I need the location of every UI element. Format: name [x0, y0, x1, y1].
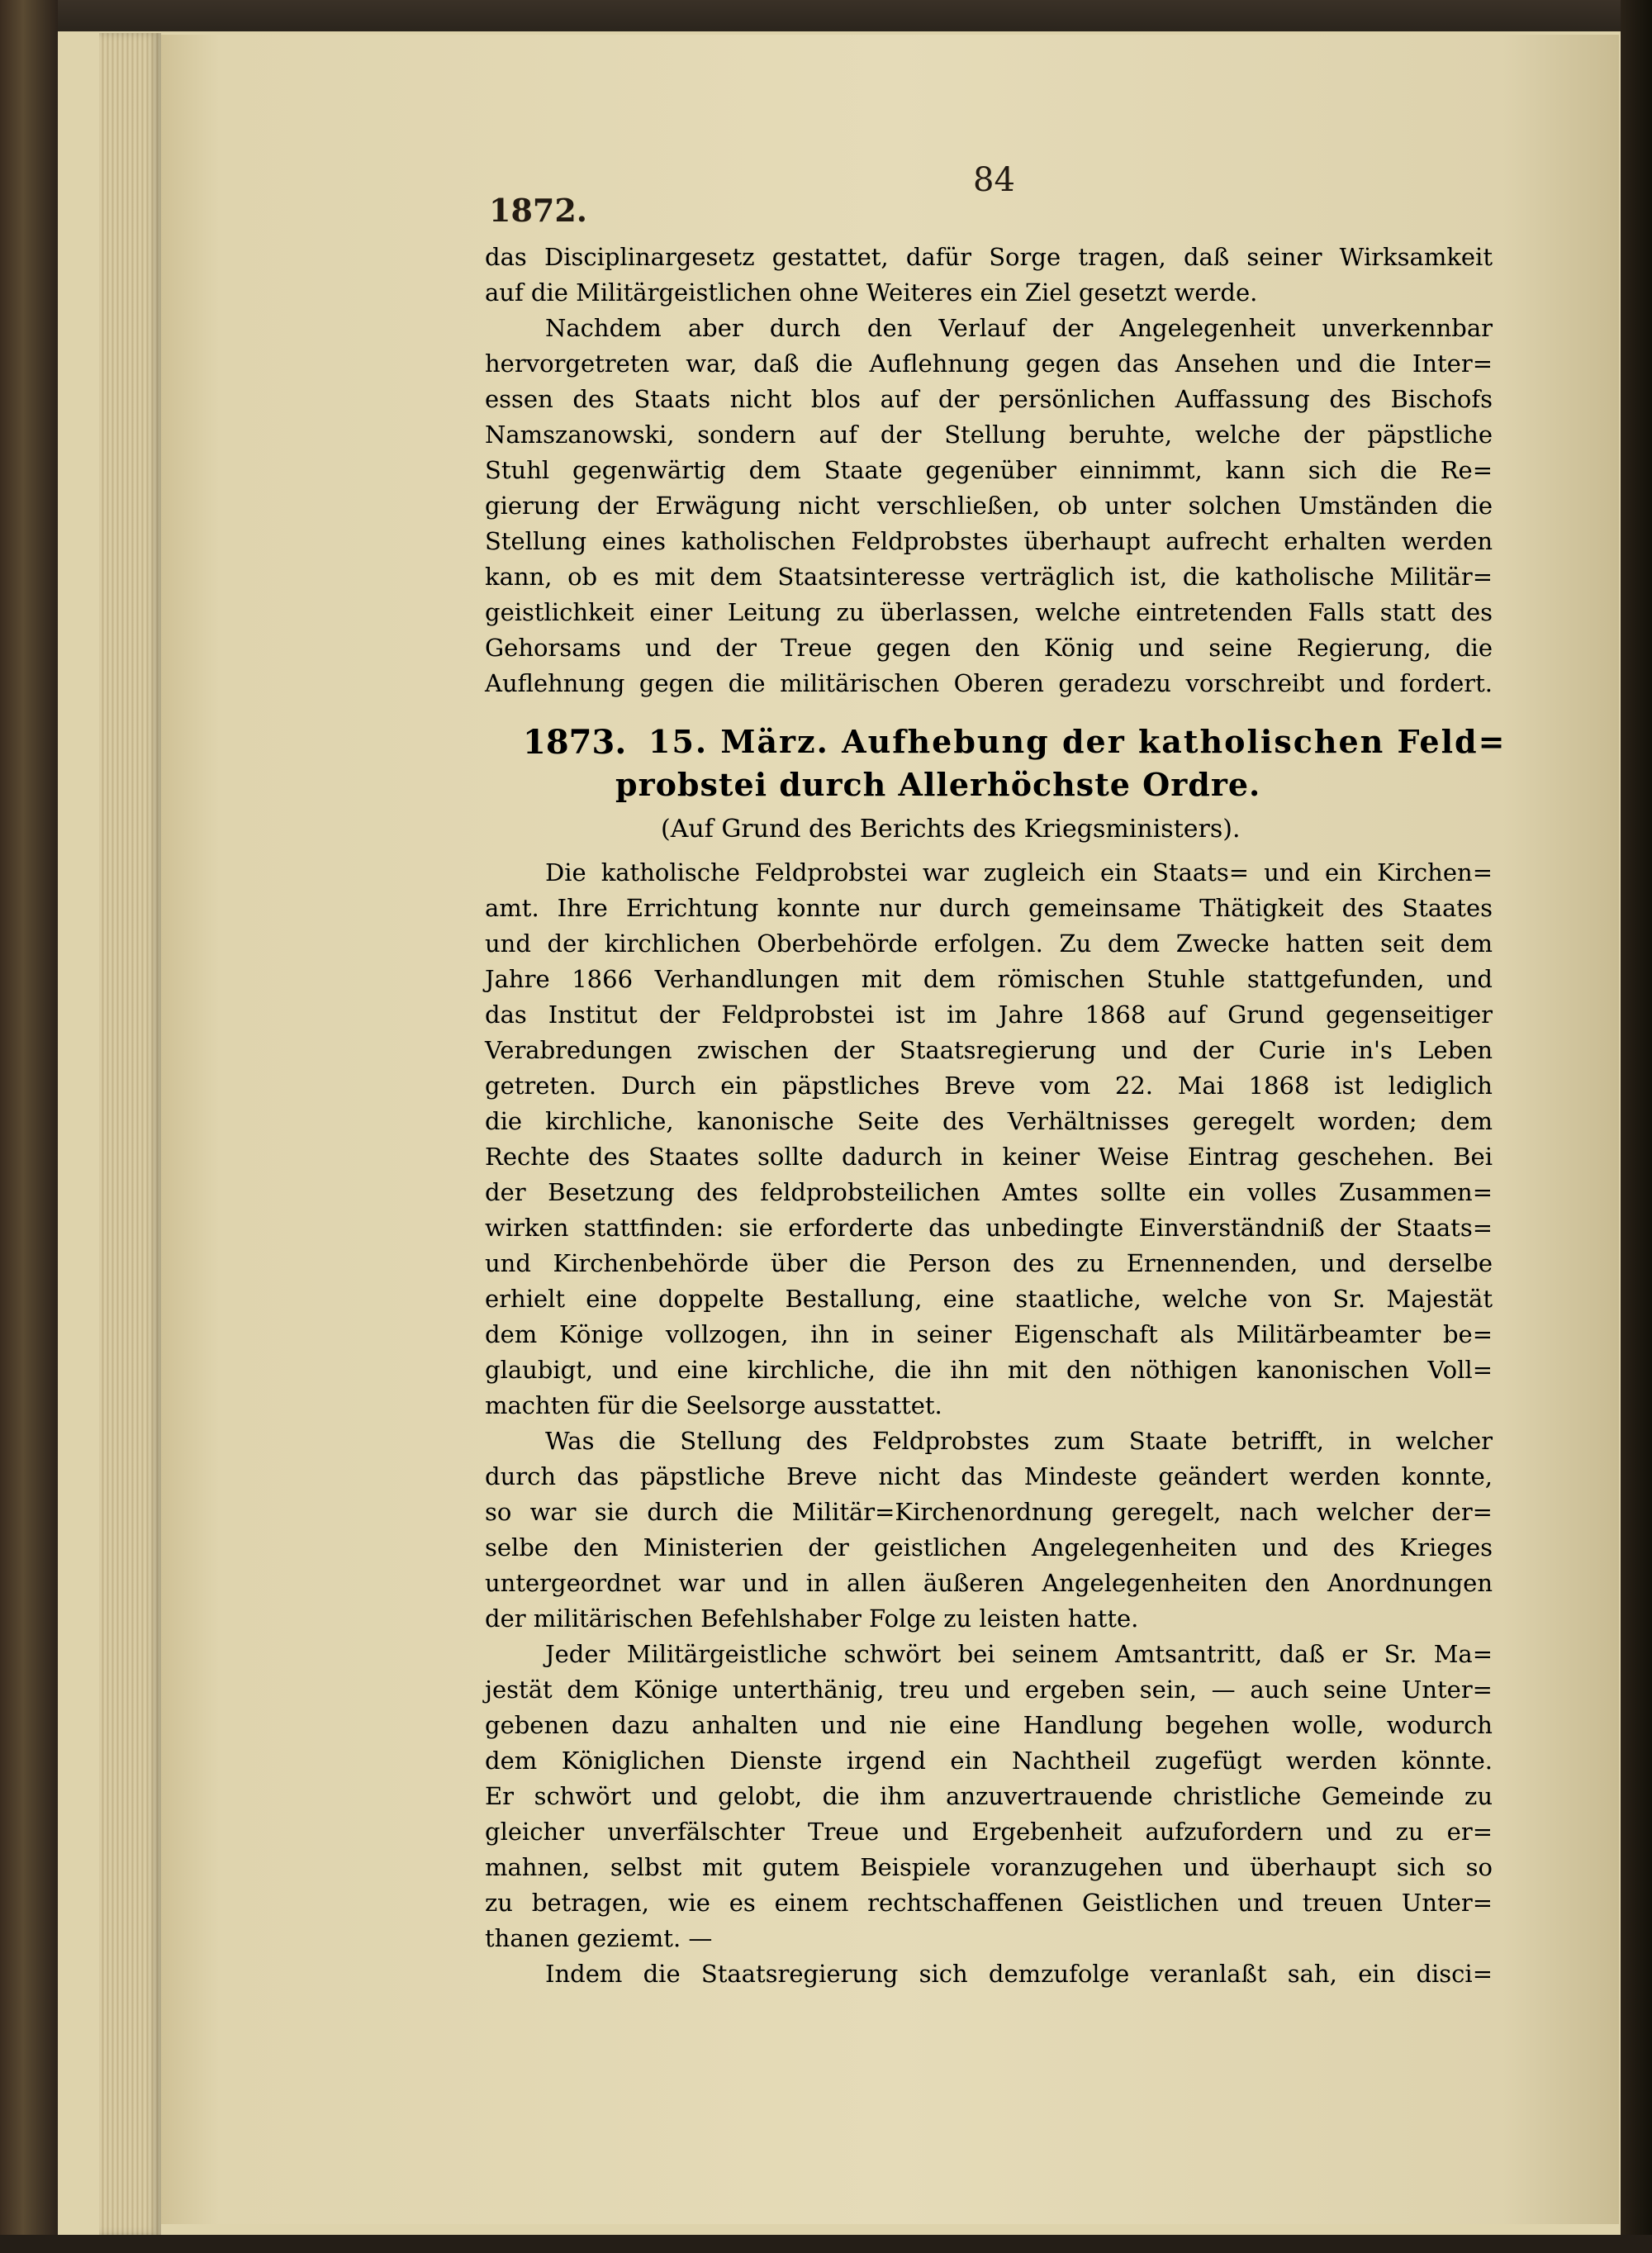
text-line: Auflehnung gegen die militärischen Oberen geradezu vorschreibt und fordert.: [485, 669, 1493, 697]
running-year: 1872.: [489, 192, 587, 229]
text-line: Stellung eines katholischen Feldprobstes überhaupt aufrecht erhalten werden: [485, 527, 1493, 555]
text-line: Er schwört und gelobt, die ihm anzuvertrauende christliche Gemeinde zu: [485, 1782, 1493, 1810]
text-line: hervorgetreten war, daß die Auflehnung gegen das Ansehen und die Inter=: [485, 349, 1493, 378]
text-line: machten für die Seelsorge ausstattet.: [485, 1391, 942, 1419]
text-line: gebenen dazu anhalten und nie eine Handlung begehen wolle, wodurch: [485, 1711, 1493, 1739]
section-source-note: (Auf Grund des Berichts des Kriegsministers).: [661, 815, 1241, 844]
text-line: gierung der Erwägung nicht verschließen, ob unter solchen Umständen die: [485, 492, 1493, 520]
text-line: getreten. Durch ein päpstliches Breve vom 22. Mai 1868 ist lediglich: [485, 1072, 1493, 1100]
text-line: und Kirchenbehörde über die Person des zu Ernennenden, und derselbe: [485, 1249, 1493, 1277]
section-heading: 15. März. Aufhebung der katholischen Feld=: [648, 723, 1507, 760]
text-line: erhielt eine doppelte Bestallung, eine staatliche, welche von Sr. Majestät: [485, 1285, 1493, 1313]
page-number: 84: [973, 161, 1015, 199]
text-line: der Besetzung des feldprobsteilichen Amtes sollte ein volles Zusammen=: [485, 1178, 1493, 1206]
text-line: dem Könige vollzogen, ihn in seiner Eigenschaft als Militärbeamter be=: [485, 1320, 1493, 1348]
text-line: jestät dem Könige unterthänig, treu und ergeben sein, — auch seine Unter=: [485, 1675, 1493, 1704]
text-line: die kirchliche, kanonische Seite des Verhältnisses geregelt worden; dem: [485, 1107, 1493, 1135]
scan-top-edge: [0, 0, 1652, 33]
text-line: zu betragen, wie es einem rechtschaffenen Geistlichen und treuen Unter=: [485, 1889, 1493, 1917]
text-line: gleicher unverfälschter Treue und Ergebenheit aufzufordern und zu er=: [485, 1818, 1493, 1846]
text-line: Jeder Militärgeistliche schwört bei seinem Amtsantritt, daß er Sr. Ma=: [545, 1640, 1493, 1668]
text-line: Stuhl gegenwärtig dem Staate gegenüber einnimmt, kann sich die Re=: [485, 456, 1493, 484]
text-line: Rechte des Staates sollte dadurch in keiner Weise Eintrag geschehen. Bei: [485, 1143, 1493, 1171]
text-line: selbe den Ministerien der geistlichen Angelegenheiten und des Krieges: [485, 1533, 1493, 1561]
text-line: und der kirchlichen Oberbehörde erfolgen. Zu dem Zwecke hatten seit dem: [485, 929, 1493, 958]
text-line: Nachdem aber durch den Verlauf der Angelegenheit unverkennbar: [545, 314, 1493, 342]
text-line: amt. Ihre Errichtung konnte nur durch gemeinsame Thätigkeit des Staates: [485, 894, 1493, 922]
section-year: 1873.: [523, 723, 627, 762]
book-cover-edge: [0, 0, 58, 2253]
text-line: Verabredungen zwischen der Staatsregierung und der Curie in's Leben: [485, 1036, 1493, 1064]
scan-bottom-edge: [0, 2235, 1652, 2253]
text-line: Indem die Staatsregierung sich demzufolge veranlaßt sah, ein disci=: [545, 1960, 1493, 1988]
text-line: auf die Militärgeistlichen ohne Weiteres ein Ziel gesetzt werde.: [485, 278, 1258, 307]
text-line: wirken stattfinden: sie erforderte das unbedingte Einverständniß der Staats=: [485, 1214, 1493, 1242]
text-line: dem Königlichen Dienste irgend ein Nachtheil zugefügt werden könnte.: [485, 1747, 1493, 1775]
text-line: Was die Stellung des Feldprobstes zum Staate betrifft, in welcher: [545, 1427, 1493, 1455]
text-line: kann, ob es mit dem Staatsinteresse verträglich ist, die katholische Militär=: [485, 563, 1493, 591]
text-line: untergeordnet war und in allen äußeren Angelegenheiten den Anordnungen: [485, 1569, 1493, 1597]
text-line: das Disciplinargesetz gestattet, dafür Sorge tragen, daß seiner Wirksamkeit: [485, 243, 1493, 271]
text-line: mahnen, selbst mit gutem Beispiele voranzugehen und überhaupt sich so: [485, 1853, 1493, 1881]
text-line: so war sie durch die Militär=Kirchenordnung geregelt, nach welcher der=: [485, 1498, 1493, 1526]
text-line: Gehorsams und der Treue gegen den König und seine Regierung, die: [485, 634, 1493, 662]
text-line: das Institut der Feldprobstei ist im Jahre 1868 auf Grund gegenseitiger: [485, 1001, 1493, 1029]
text-line: glaubigt, und eine kirchliche, die ihn mit den nöthigen kanonischen Voll=: [485, 1356, 1493, 1384]
text-line: thanen geziemt. —: [485, 1924, 713, 1952]
text-line: Namszanowski, sondern auf der Stellung beruhte, welche der päpstliche: [485, 421, 1493, 449]
text-line: essen des Staats nicht blos auf der persönlichen Auffassung des Bischofs: [485, 385, 1493, 413]
text-line: der militärischen Befehlshaber Folge zu leisten hatte.: [485, 1604, 1139, 1633]
book-gutter: [1621, 0, 1652, 2253]
text-line: Die katholische Feldprobstei war zugleich ein Staats= und ein Kirchen=: [545, 858, 1493, 886]
text-line: Jahre 1866 Verhandlungen mit dem römischen Stuhle stattgefunden, und: [485, 965, 1493, 993]
text-line: geistlichkeit einer Leitung zu überlassen, welche eintretenden Falls statt des: [485, 598, 1493, 626]
section-heading-continued: probstei durch Allerhöchste Ordre.: [615, 766, 1261, 803]
page-fore-edge: [99, 33, 161, 2235]
text-line: durch das päpstliche Breve nicht das Mindeste geändert werden konnte,: [485, 1462, 1493, 1490]
